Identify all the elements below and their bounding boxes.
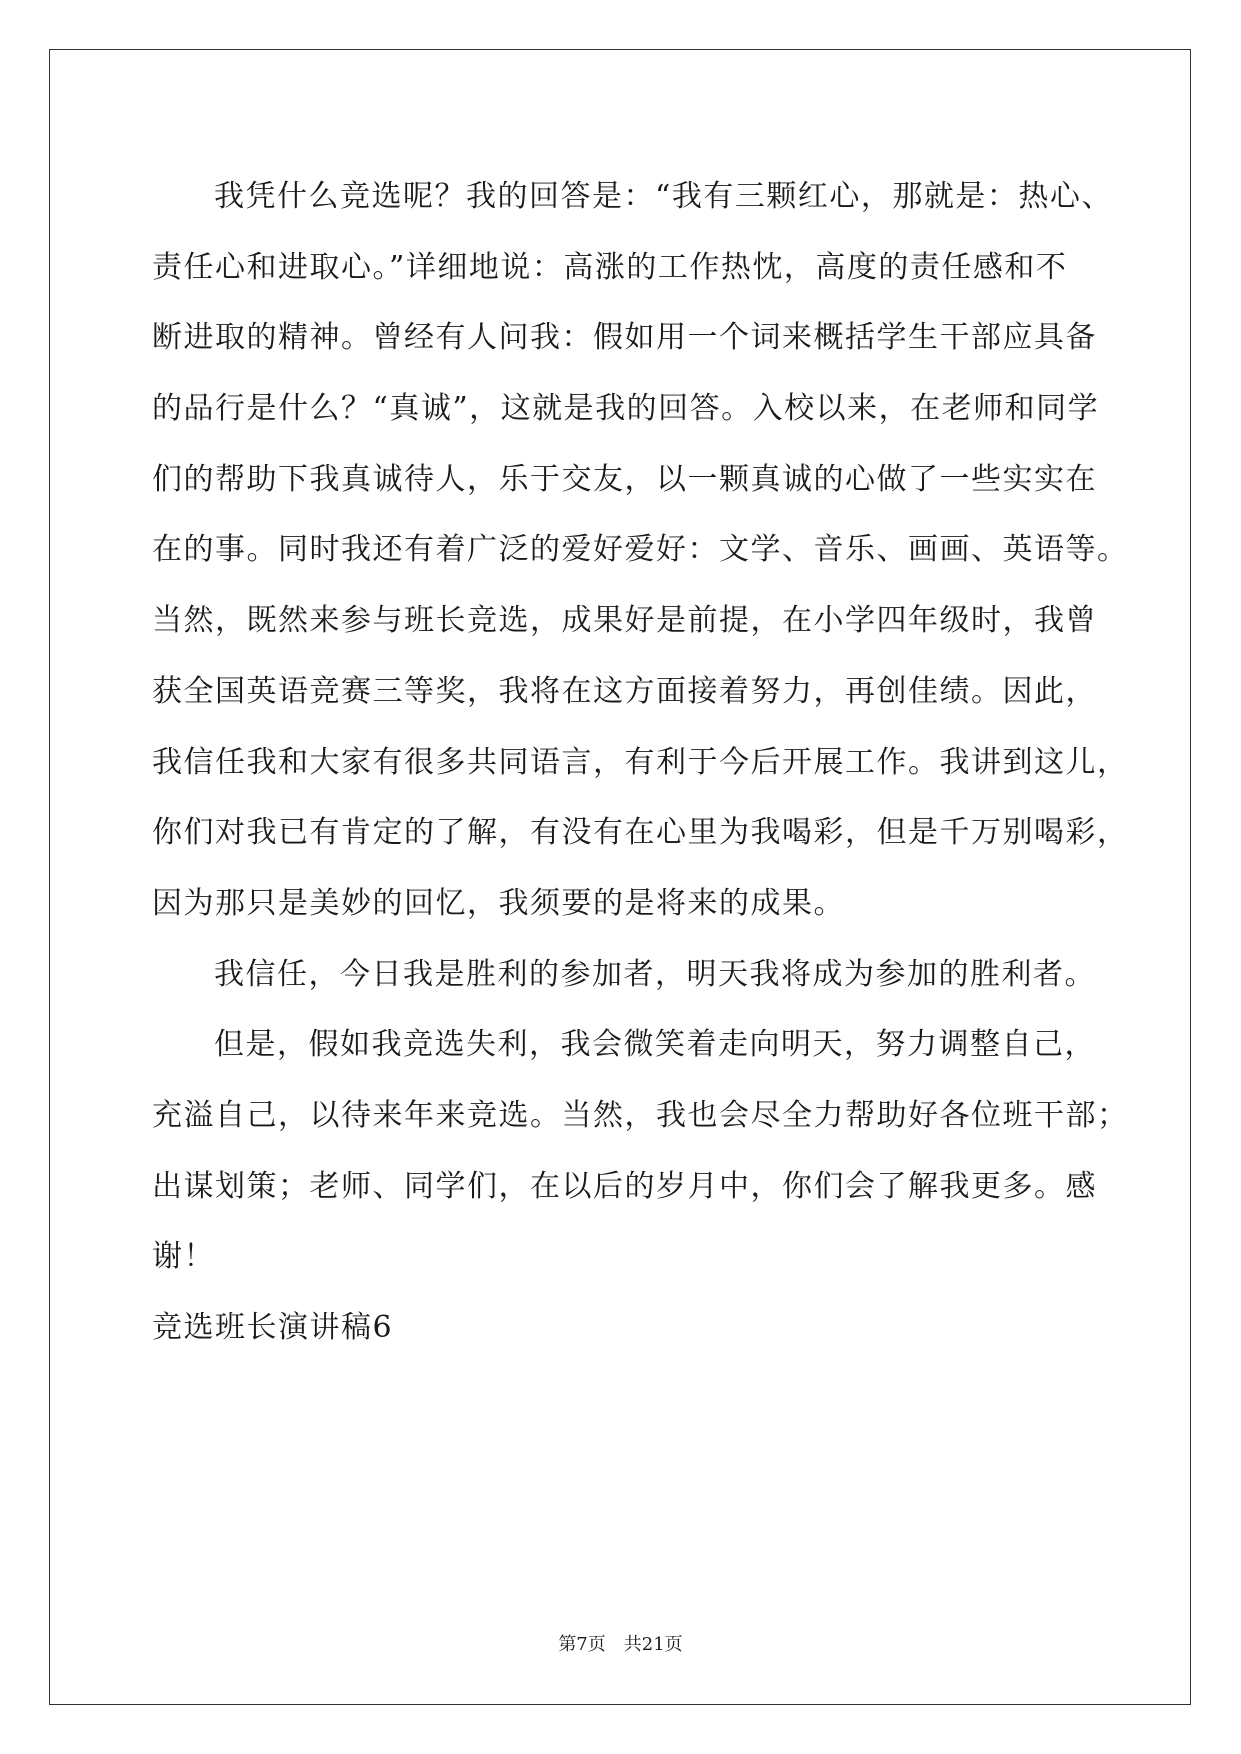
paragraph-line: 当然，既然来参与班长竞选，成果好是前提，在小学四年级时，我曾 [152,603,1097,639]
paragraph-line: 充溢自己，以待来年来竞选。当然，我也会尽全力帮助好各位班干部； [152,1097,1129,1133]
paragraph-line: 因为那只是美妙的回忆，我须要的是将来的成果。 [152,885,845,921]
paragraph-line: 出谋划策；老师、同学们，在以后的岁月中，你们会了解我更多。感 [152,1168,1097,1204]
paragraph-line: 你们对我已有肯定的了解，有没有在心里为我喝彩，但是千万别喝彩， [152,815,1129,851]
page-footer: 第7页 共21页 [558,1634,683,1655]
paragraph-line: 我信任，今日我是胜利的参加者，明天我将成为参加的胜利者。 [214,956,1096,992]
paragraph-line: 责任心和进取心。”详细地说：高涨的工作热忱，高度的责任感和不 [152,249,1068,285]
paragraph-line: 在的事。同时我还有着广泛的爱好爱好：文学、音乐、画画、英语等。 [152,532,1129,568]
paragraph-line: 获全国英语竞赛三等奖，我将在这方面接着努力，再创佳绩。因此， [152,673,1097,709]
paragraph-line: 我信任我和大家有很多共同语言，有利于今后开展工作。我讲到这儿， [152,744,1129,780]
paragraph-line: 我凭什么竞选呢？我的回答是：“我有三颗红心，那就是：热心、 [214,179,1113,214]
section-heading: 竞选班长演讲稿6 [152,1310,394,1345]
paragraph-line: 的品行是什么？“真诚”，这就是我的回答。入校以来，在老师和同学 [152,391,1100,427]
paragraph-line: 们的帮助下我真诚待人，乐于交友，以一颗真诚的心做了一些实实在 [152,461,1097,497]
paragraph-line: 断进取的精神。曾经有人问我：假如用一个词来概括学生干部应具备 [152,320,1097,356]
paragraph-line: 谢！ [152,1239,215,1275]
paragraph-line: 但是，假如我竞选失利，我会微笑着走向明天，努力调整自己， [214,1027,1096,1063]
document-body [152,162,1129,1364]
